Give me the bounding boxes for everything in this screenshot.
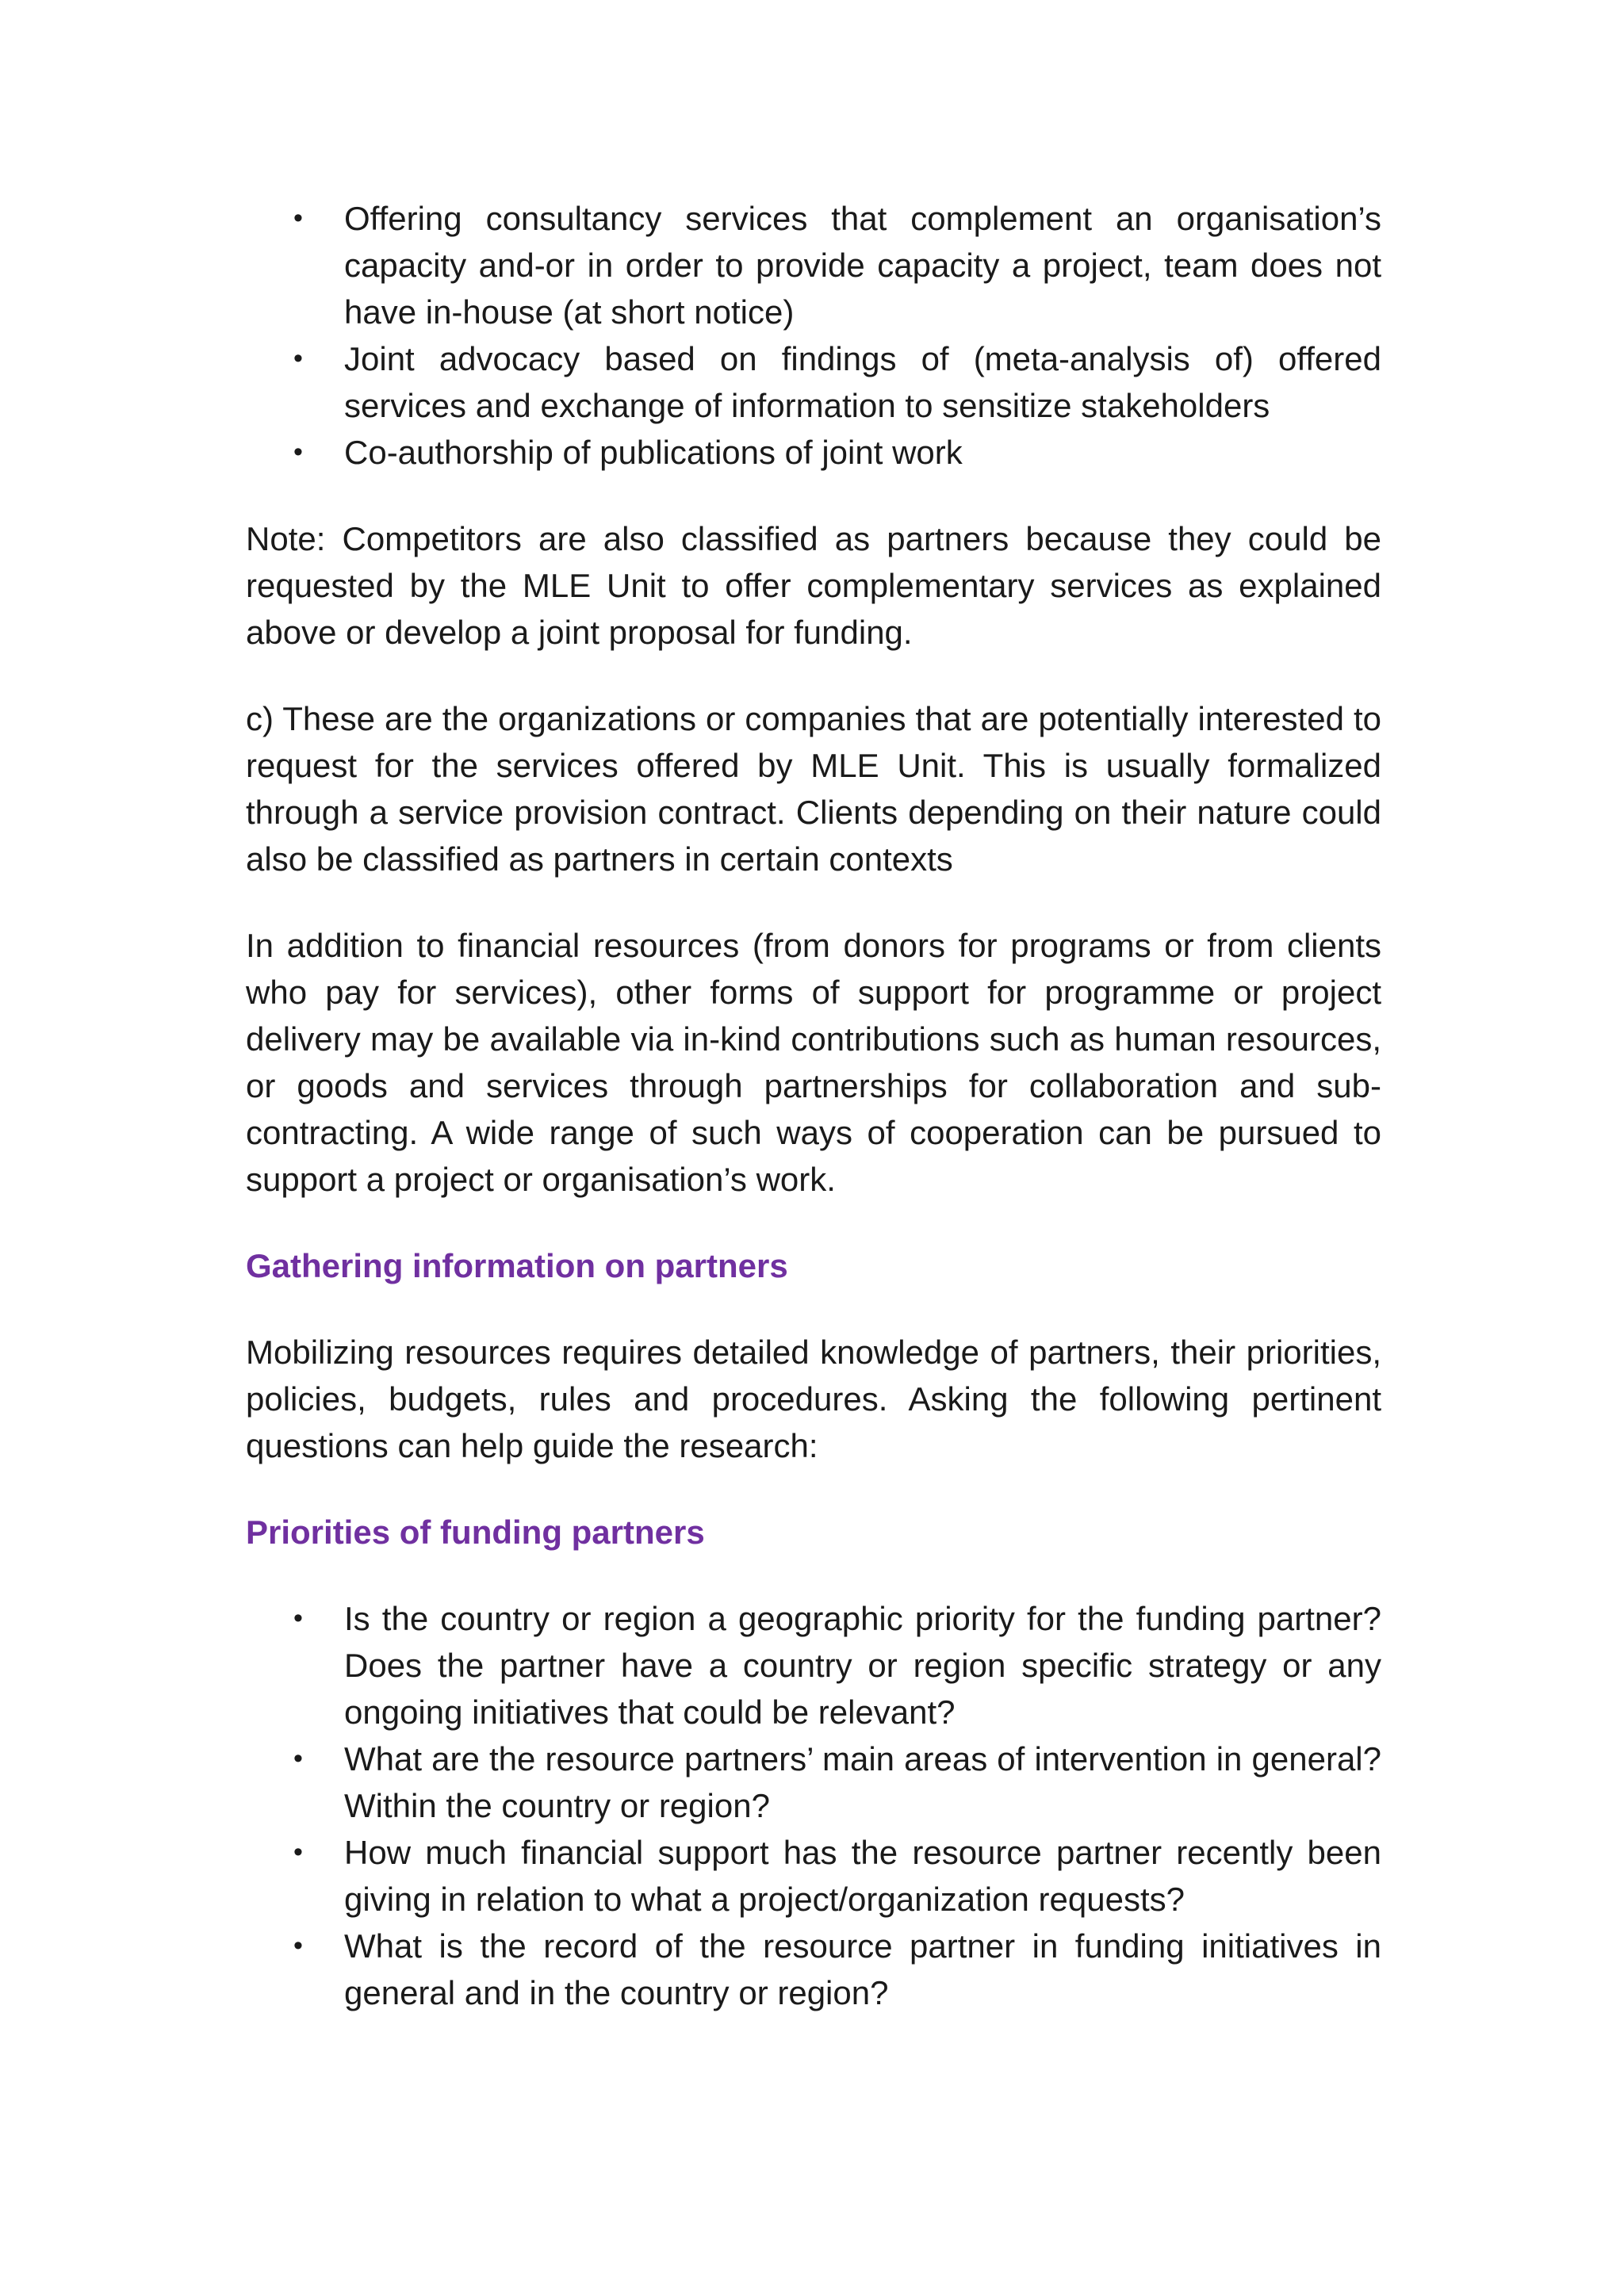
bullet-icon: • (293, 343, 303, 373)
list-item-text: Offering consultancy services that complement an organisation’s capacity and-or in order to provide capacity a project, team does not have in-house (at short notice) (344, 200, 1381, 331)
paragraph-note: Note: Competitors are also classified as partners because they could be requested by the MLE Unit to offer complementary services as explained above or develop a joint proposal for funding. (246, 520, 1381, 651)
bullet-icon: • (293, 1603, 303, 1633)
list-item (246, 1595, 1381, 1735)
paragraph-mobilizing: Mobilizing resources requires detailed knowledge of partners, their priorities, policies, budgets, rules and procedures. Asking the following pertinent questions can help guide the research: (246, 1334, 1381, 1464)
spacer (246, 1203, 1381, 1242)
spacer (246, 882, 1381, 922)
bullet-list-priorities (246, 1595, 1381, 2016)
list-item-text: What are the resource partners’ main areas of intervention in general? Within the country or region? (344, 1740, 1381, 1824)
spacer (246, 656, 1381, 695)
bullet-icon: • (293, 1837, 303, 1867)
paragraph-clients: c) These are the organizations or companies that are potentially interested to request for the services offered by MLE Unit. This is usually formalized through a service provision contract. Clients depending on their nature could also be classified as partners in certain contexts (246, 700, 1381, 878)
page-content (246, 195, 1381, 2016)
bullet-icon: • (293, 1743, 303, 1774)
heading-gathering-information: Gathering information on partners (246, 1247, 788, 1284)
list-item (246, 429, 1381, 476)
spacer (246, 476, 1381, 515)
bullet-icon: • (293, 203, 303, 233)
bullet-icon: • (293, 1931, 303, 1961)
list-item (246, 335, 1381, 429)
bullet-icon: • (293, 437, 303, 467)
spacer (246, 1469, 1381, 1509)
list-item-text: Co-authorship of publications of joint work (344, 434, 963, 471)
heading-priorities-funding-partners: Priorities of funding partners (246, 1513, 705, 1551)
list-item (246, 195, 1381, 335)
list-item-text: Joint advocacy based on findings of (meta-analysis of) offered services and exchange of information to sensitize stakeholders (344, 340, 1381, 424)
list-item-text: Is the country or region a geographic priority for the funding partner? Does the partner have a country or region specific strategy or any ongoing initiatives that could be relevant? (344, 1600, 1381, 1731)
list-item-text: What is the record of the resource partner in funding initiatives in general and in the country or region? (344, 1927, 1381, 2011)
list-item (246, 1735, 1381, 1829)
spacer (246, 1289, 1381, 1329)
bullet-list-services (246, 195, 1381, 476)
list-item (246, 1923, 1381, 2016)
list-item-text: How much financial support has the resource partner recently been giving in relation to what a project/organization requests? (344, 1834, 1381, 1918)
spacer (246, 1556, 1381, 1595)
list-item (246, 1829, 1381, 1923)
paragraph-resources: In addition to financial resources (from donors for programs or from clients who pay for services), other forms of support for programme or project delivery may be available via in-kind contributions such as human resources, or goods and services through partnerships for collaboration and sub-contracting. A wide range of such ways of cooperation can be pursued to support a project or organisation’s work. (246, 927, 1381, 1198)
